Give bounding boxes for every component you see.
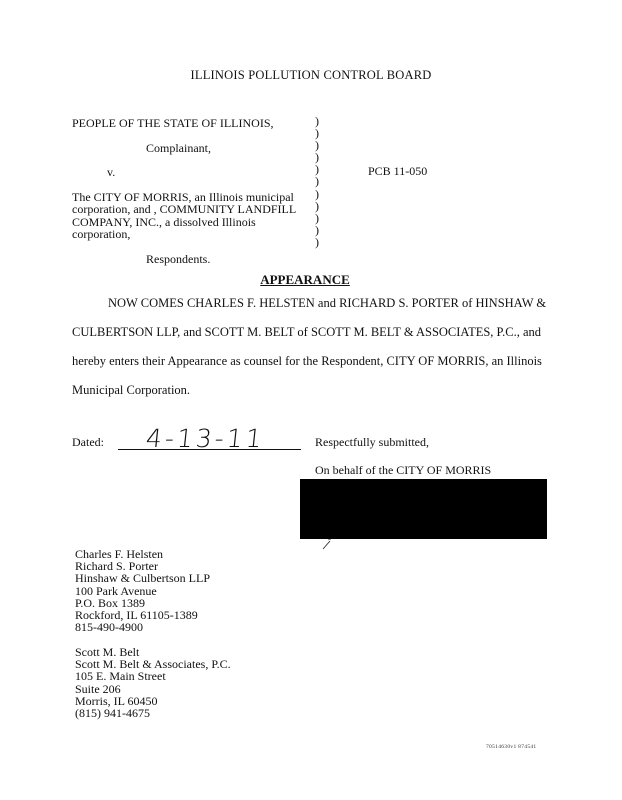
address-line: 105 E. Main Street bbox=[75, 669, 166, 684]
plaintiff-name: PEOPLE OF THE STATE OF ILLINOIS, bbox=[72, 116, 274, 130]
address-line: Scott M. Belt & Associates, P.C. bbox=[75, 657, 231, 672]
defendant-line: corporation, and , COMMUNITY LANDFILL bbox=[72, 202, 297, 216]
address-line: Rockford, IL 61105-1389 bbox=[75, 608, 198, 623]
body-line: CULBERTSON LLP, and SCOTT M. BELT of SCOTT M. BELT & ASSOCIATES, P.C., and bbox=[72, 325, 542, 339]
on-behalf-of: On behalf of the CITY OF MORRIS bbox=[315, 463, 492, 477]
board-title: ILLINOIS POLLUTION CONTROL BOARD bbox=[190, 68, 432, 82]
address-line: P.O. Box 1389 bbox=[75, 595, 146, 610]
address-line: Richard S. Porter bbox=[75, 559, 158, 574]
document-footer-code: 70514630v1 874541 bbox=[486, 744, 537, 750]
body-line: NOW COMES CHARLES F. HELSTEN and RICHARD S. PORTER of HINSHAW & bbox=[108, 296, 547, 310]
plaintiff-role: Complainant, bbox=[146, 140, 211, 155]
address-line: Suite 206 bbox=[75, 681, 121, 696]
address-line: 815-490-4900 bbox=[75, 620, 143, 635]
appearance-heading: APPEARANCE bbox=[260, 272, 350, 287]
address-line: Charles F. Helsten bbox=[75, 547, 164, 561]
date-signature-line bbox=[118, 449, 301, 450]
defendant-role: Respondents. bbox=[146, 251, 211, 266]
address-line: Scott M. Belt bbox=[75, 645, 140, 659]
defendant-line: The CITY OF MORRIS, an Illinois municipal bbox=[72, 189, 294, 204]
address-line: 100 Park Avenue bbox=[75, 583, 157, 598]
case-number: PCB 11-050 bbox=[368, 164, 428, 178]
handwritten-date: 4-13-11 bbox=[144, 424, 267, 453]
versus-label: v. bbox=[107, 165, 116, 179]
respectfully-submitted: Respectfully submitted, bbox=[315, 435, 429, 449]
case-caption bbox=[72, 117, 312, 265]
body-line: hereby enters their Appearance as counsel for the Respondent, CITY OF MORRIS, an Illinois bbox=[72, 354, 542, 368]
counsel-address-belt bbox=[75, 646, 231, 719]
defendant-line: corporation, bbox=[72, 227, 131, 241]
pen-stroke-mark bbox=[322, 538, 332, 550]
defendant-line: COMPANY, INC., a dissolved Illinois bbox=[72, 214, 256, 229]
caption-divider: ) ) ) ) ) ) ) ) ) ) ) bbox=[315, 114, 319, 249]
redacted-signature-block bbox=[300, 479, 547, 539]
address-line: Morris, IL 60450 bbox=[75, 693, 158, 708]
address-line: (815) 941-4675 bbox=[75, 706, 150, 721]
body-line: Municipal Corporation. bbox=[72, 383, 191, 397]
counsel-address-helsten-porter bbox=[75, 548, 210, 633]
address-line: Hinshaw & Culbertson LLP bbox=[75, 571, 210, 586]
dated-label: Dated: bbox=[72, 435, 104, 449]
